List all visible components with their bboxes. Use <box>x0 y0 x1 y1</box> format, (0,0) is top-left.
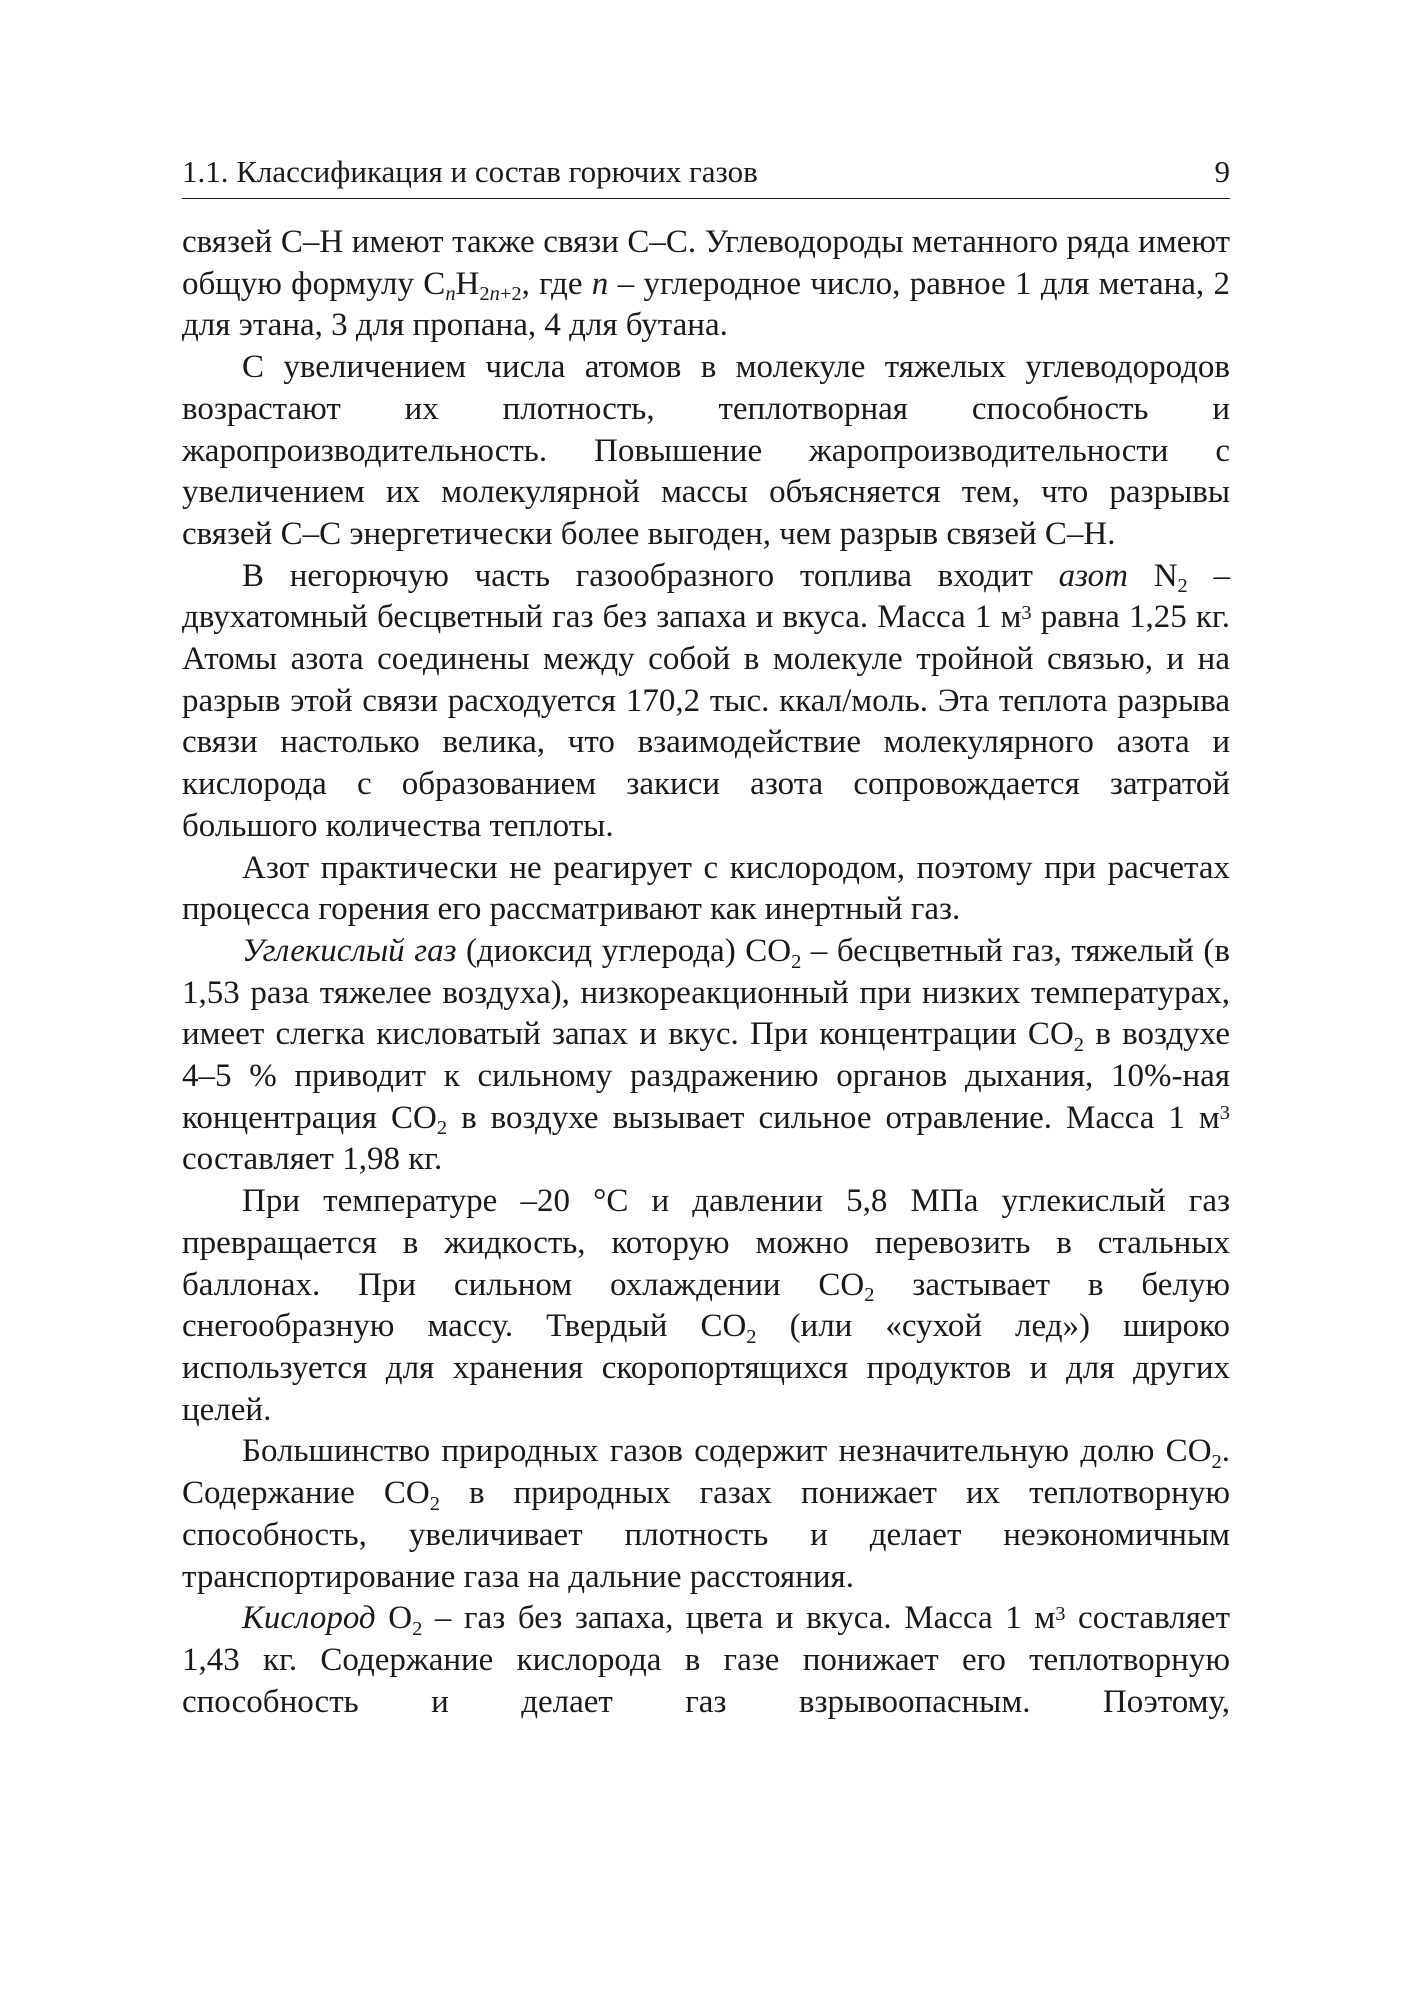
text-run: 2 <box>1177 575 1188 598</box>
text-run: . Содержание СО <box>182 1433 1230 1512</box>
text-run: – углеродное число, равное 1 для метана, 2 для этана, 3 для пропана, 4 для бутана. <box>182 265 1230 344</box>
subscript <box>500 283 522 305</box>
paragraph <box>182 848 1230 931</box>
subscript <box>412 1618 422 1640</box>
header-rule <box>182 198 1230 199</box>
paragraph <box>182 347 1230 556</box>
subscript <box>1074 1034 1084 1056</box>
italic-term <box>592 266 609 302</box>
text-run: 2 <box>791 950 802 973</box>
subscript <box>479 283 489 305</box>
text-run: N <box>1127 557 1178 594</box>
text-run: Большинство природных газов содержит незначительную долю СО <box>242 1433 1212 1470</box>
text-run: О <box>375 1600 413 1637</box>
subscript <box>864 1284 874 1306</box>
paragraph <box>182 556 1230 848</box>
text-run: Кислород <box>242 1600 376 1637</box>
body-text <box>182 222 1230 1723</box>
text-run: составляет 1,98 кг. <box>182 1141 443 1178</box>
text-run: в воздухе 4–5 % приводит к сильному раздражению органов дыхания, 10%-ная концентрация СО <box>182 1016 1230 1136</box>
paragraph <box>182 222 1230 347</box>
text-run: 2 <box>746 1325 757 1348</box>
text-run: 2 <box>429 1492 440 1515</box>
text-run: 2 <box>479 283 490 306</box>
text-run: равна 1,25 кг. Атомы азота соединены между собой в молекуле тройной связью, и на разрыв этой связи расходуется 170,2 тыс. ккал/моль. Эта теплота разрыва связи настолько велика, что взаимодействие молекулярного азота и кислорода с образованием закиси азота сопровождается затратой большого количества теплоты. <box>182 599 1230 844</box>
text-run: в воздухе вызывает сильное отравление. Масса 1 м <box>447 1099 1220 1136</box>
text-run: – бесцветный газ, тяжелый (в 1,53 раза тяжелее воздуха), низкореакционный при низких температурах, имеет слегка кисловатый запах и вкус. При концентрации СО <box>182 932 1230 1053</box>
subscript <box>430 1493 440 1515</box>
text-run: Азот практически не реагирует с кислородом, поэтому при расчетах процесса горения его рассматривают как инертный газ. <box>182 849 1230 928</box>
text-run: (диоксид углерода) СО <box>456 932 792 969</box>
text-run: 2 <box>412 1617 423 1640</box>
text-run: 3 <box>1055 1602 1066 1625</box>
text-run: (или «сухой лед») широко используется для хранения скоропортящихся продуктов и для других целей. <box>182 1308 1230 1428</box>
subscript <box>490 283 500 305</box>
text-run: , где <box>521 265 592 302</box>
page-number: 9 <box>1214 154 1230 189</box>
italic-term <box>242 933 456 969</box>
text-run: n <box>445 283 456 306</box>
text-run: H <box>455 265 480 302</box>
superscript <box>1055 1603 1065 1625</box>
italic-term <box>242 1600 376 1636</box>
subscript <box>1212 1451 1222 1473</box>
text-run: n <box>591 265 609 302</box>
subscript <box>437 1117 447 1139</box>
paragraph <box>182 931 1230 1181</box>
text-run: 3 <box>1219 1102 1230 1125</box>
section-title: 1.1. Классификация и состав горючих газов <box>182 154 758 189</box>
text-run: 3 <box>1021 601 1032 624</box>
text-run: азот <box>1058 557 1128 594</box>
text-run: n <box>489 283 500 306</box>
text-run: в природных газах понижает их теплотворную способность, увеличивает плотность и делает неэкономичным транспортирование газа на дальние расстояния. <box>182 1475 1230 1595</box>
text-run: застывает в белую снегообразную массу. Твердый СО <box>182 1266 1230 1345</box>
text-run: Углекислый газ <box>242 932 457 969</box>
text-run: 2 <box>1211 1450 1222 1473</box>
italic-term <box>445 283 455 305</box>
text-run: 2 <box>864 1284 875 1307</box>
text-run: При температуре –20 °С и давлении 5,8 МПа углекислый газ превращается в жидкость, которую можно перевозить в стальных баллонах. При сильном охлаждении СО <box>182 1183 1230 1303</box>
subscript <box>445 283 455 305</box>
text-run: 2 <box>1073 1033 1084 1056</box>
text-run: – двухатомный бесцветный газ без запаха и вкуса. Масса 1 м <box>182 557 1230 636</box>
superscript <box>1220 1102 1230 1124</box>
text-run: связей С–Н имеют также связи С–С. Углеводороды метанного ряда имеют общую формулу C <box>182 224 1230 302</box>
subscript <box>1178 575 1188 597</box>
text-run: 2 <box>436 1117 448 1140</box>
text-run: +2 <box>499 283 522 306</box>
paragraph <box>182 1181 1230 1431</box>
text-run: С увеличением числа атомов в молекуле тяжелых углеводородов возрастают их плотность, теплотворная способность и жаропроизводительность. Повышение жаропроизводительности с увеличением их молекулярной массы объясняется тем, что разрывы связей С–С энергетически более выгоден, чем разрыв связей С–Н. <box>182 349 1230 552</box>
text-run: составляет 1,43 кг. Содержание кислорода в газе понижает его теплотворную способность и делает газ взрывоопасным. Поэтому, <box>182 1600 1230 1720</box>
text-run: – газ без запаха, цвета и вкуса. Масса 1 м <box>422 1600 1056 1637</box>
subscript <box>791 951 801 973</box>
text-run: В негорючую часть газообразного топлива входит <box>242 557 1059 594</box>
paragraph <box>182 1431 1230 1598</box>
subscript <box>746 1326 756 1348</box>
paragraph <box>182 1598 1230 1723</box>
running-head <box>182 152 1230 192</box>
superscript <box>1021 602 1031 624</box>
italic-term <box>490 283 500 305</box>
italic-term <box>1059 558 1128 594</box>
